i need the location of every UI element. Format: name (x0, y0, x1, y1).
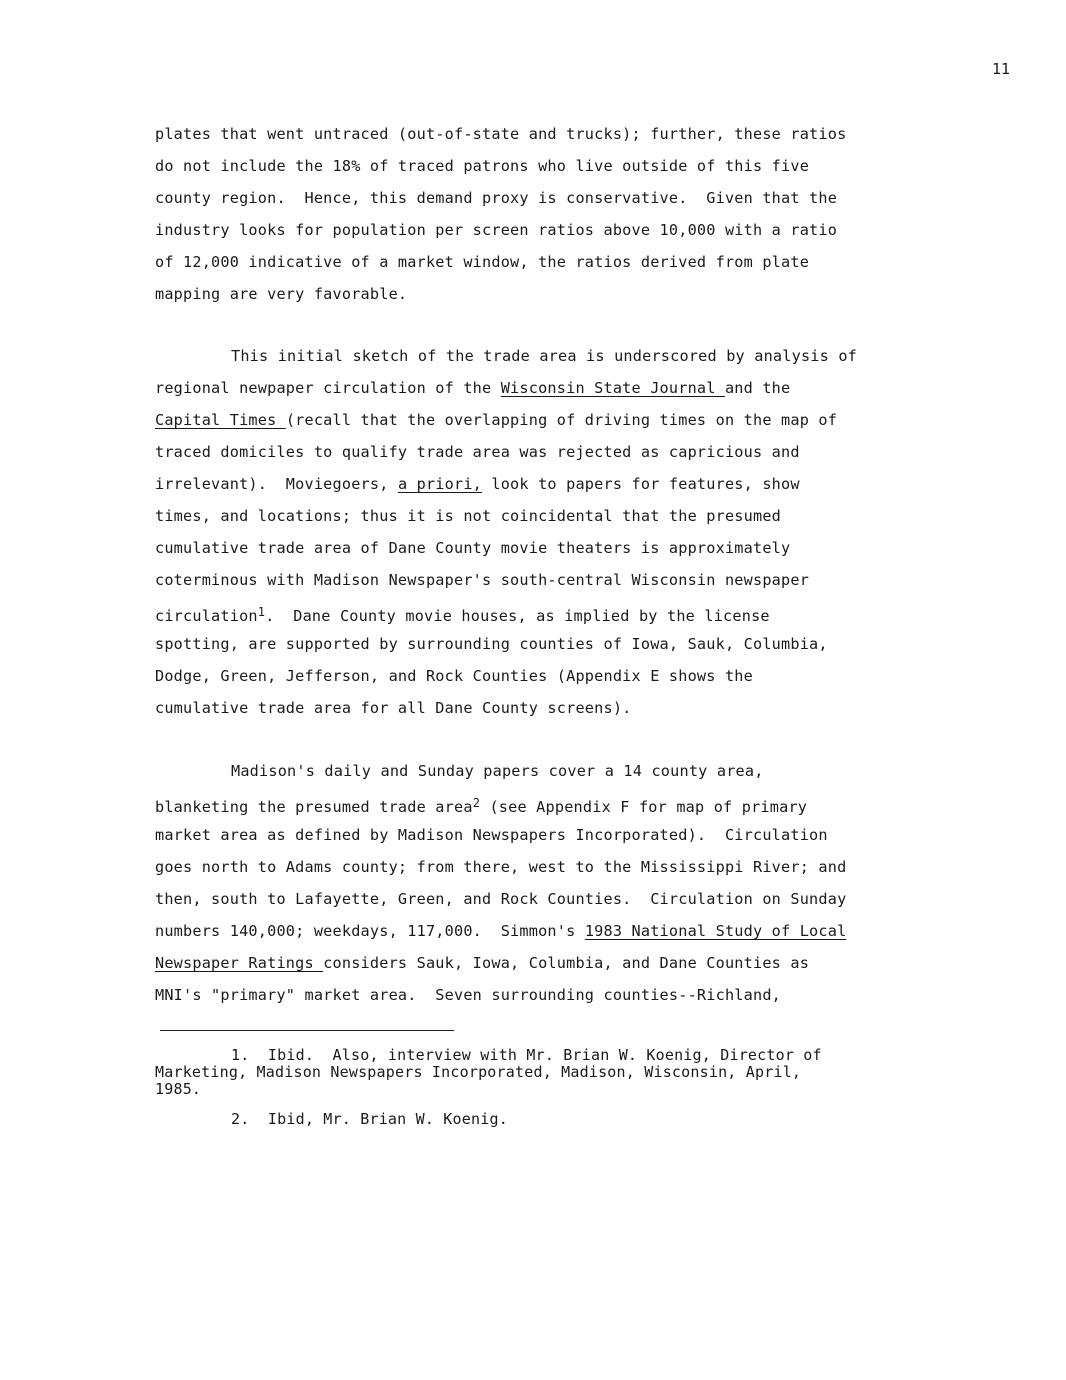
text-run: regional newpaper circulation of the (155, 379, 501, 397)
text-line (155, 602, 770, 626)
text-run: numbers 140,000; weekdays, 117,000. Simmon's (155, 922, 585, 940)
text-line: coterminous with Madison Newspaper's south-central Wisconsin newspaper (155, 571, 810, 589)
publication-title-wisconsin-state-journal: Wisconsin State Journal (500, 379, 725, 397)
text-run: (recall that the overlapping of driving times on the map of (285, 411, 838, 429)
text-line: then, south to Lafayette, Green, and Rock Counties. Circulation on Sunday (155, 890, 847, 908)
footnote-2: 2. Ibid, Mr. Brian W. Koenig. (231, 1110, 508, 1128)
footnote-divider (160, 1030, 454, 1031)
text-run: irrelevant). Moviegoers, (155, 475, 398, 493)
text-line: county region. Hence, this demand proxy is conservative. Given that the (155, 189, 838, 207)
text-line: This initial sketch of the trade area is underscored by analysis of (231, 347, 858, 365)
publication-title-newspaper-ratings: Newspaper Ratings (155, 954, 324, 972)
page-number: 11 (992, 60, 1011, 78)
text-line: cumulative trade area of Dane County movie theaters is approximately (155, 539, 791, 557)
text-line: spotting, are supported by surrounding counties of Iowa, Sauk, Columbia, (155, 635, 828, 653)
text-line (155, 410, 837, 430)
text-line (155, 793, 807, 817)
text-line (155, 953, 809, 973)
text-run: circulation (155, 607, 258, 625)
text-line: market area as defined by Madison Newspapers Incorporated). Circulation (155, 826, 828, 844)
text-line (155, 921, 846, 941)
publication-title-capital-times: Capital Times (155, 411, 286, 429)
text-line: traced domiciles to qualify trade area was rejected as capricious and (155, 443, 800, 461)
footnote-ref-1: 1 (257, 605, 266, 619)
footnote-1-cont: 1985. (155, 1080, 202, 1098)
text-run: considers Sauk, Iowa, Columbia, and Dane Counties as (323, 954, 810, 972)
footnote-ref-2: 2 (472, 796, 481, 810)
text-line: mapping are very favorable. (155, 285, 408, 303)
text-line: Madison's daily and Sunday papers cover a 14 county area, (231, 762, 764, 780)
text-line: MNI's "primary" market area. Seven surrounding counties--Richland, (155, 986, 782, 1004)
text-line: cumulative trade area for all Dane County screens). (155, 699, 632, 717)
text-line: times, and locations; thus it is not coincidental that the presumed (155, 507, 782, 525)
text-line: plates that went untraced (out-of-state and trucks); further, these ratios (155, 125, 847, 143)
publication-title-national-study: 1983 National Study of Local (584, 922, 847, 940)
text-run: (see Appendix F for map of primary (480, 798, 808, 816)
text-line: do not include the 18% of traced patrons who live outside of this five (155, 157, 810, 175)
latin-phrase: a priori, (397, 475, 483, 493)
text-run: blanketing the presumed trade area (155, 798, 473, 816)
text-run: . Dane County movie houses, as implied by the license (265, 607, 770, 625)
text-line: goes north to Adams county; from there, west to the Mississippi River; and (155, 858, 847, 876)
text-line (155, 378, 790, 398)
text-line: of 12,000 indicative of a market window, the ratios derived from plate (155, 253, 810, 271)
text-run: look to papers for features, show (482, 475, 800, 493)
footnote-1: 1. Ibid. Also, interview with Mr. Brian W. Koenig, Director of (231, 1046, 822, 1064)
text-line: Dodge, Green, Jefferson, and Rock Counties (Appendix E shows the (155, 667, 753, 685)
text-run: and the (724, 379, 791, 397)
text-line: industry looks for population per screen ratios above 10,000 with a ratio (155, 221, 838, 239)
text-line (155, 474, 800, 494)
footnote-1-cont: Marketing, Madison Newspapers Incorporated, Madison, Wisconsin, April, (155, 1063, 802, 1081)
